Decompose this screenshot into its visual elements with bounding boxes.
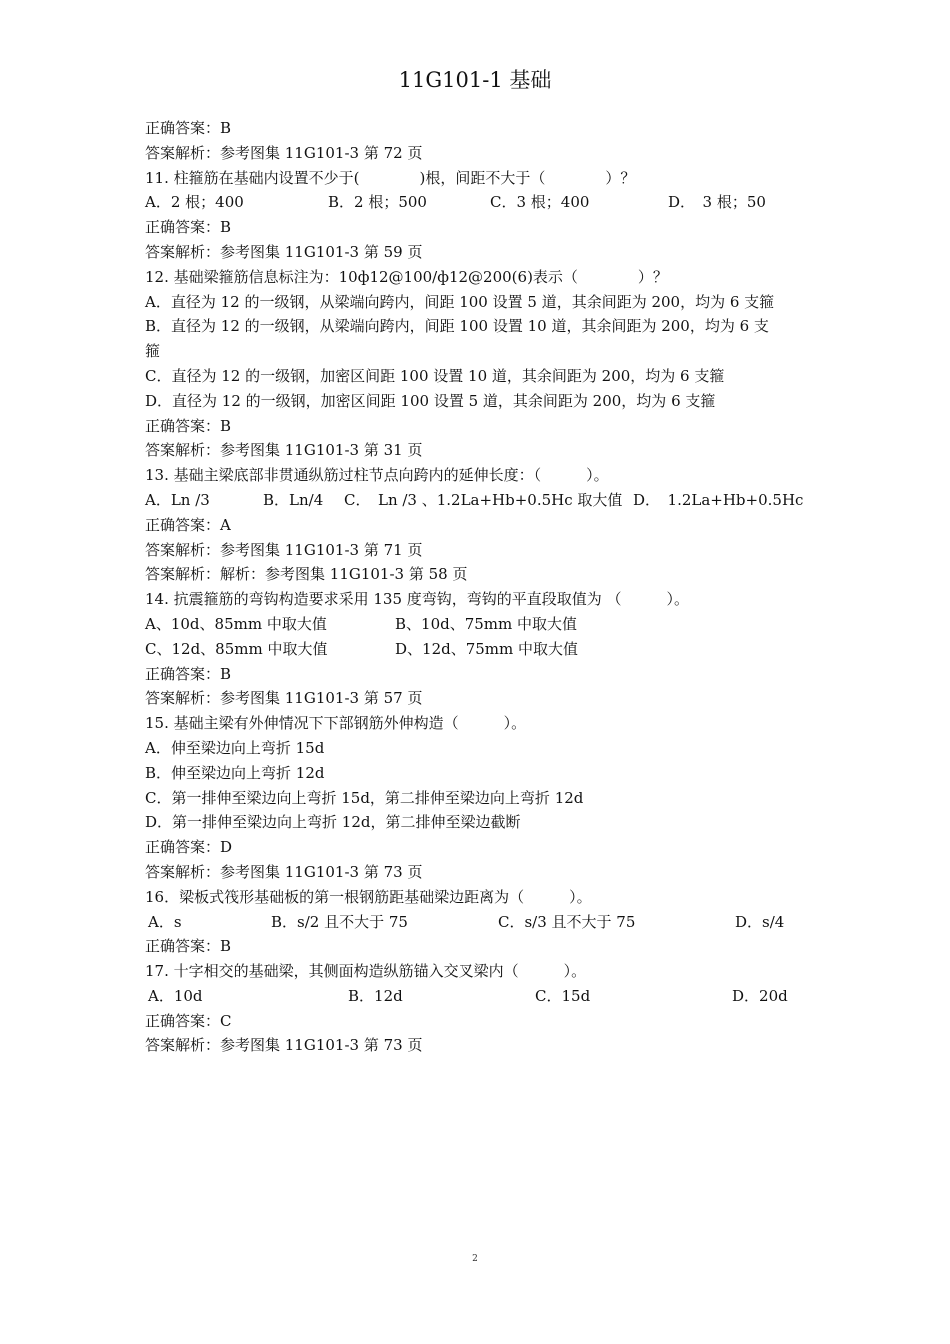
- options-q16: [145, 910, 835, 935]
- explanation-line: 答案解析：参考图集 11G101-3 第 57 页: [145, 689, 423, 708]
- option-a: A．伸至梁边向上弯折 15d: [145, 738, 325, 757]
- option-a: A．Ln /3: [145, 490, 210, 509]
- page-number: 2: [472, 1254, 478, 1264]
- option-d: D． 3 根；50: [668, 193, 766, 212]
- option-d: D．第一排伸至梁边向上弯折 12d，第二排伸至梁边截断: [145, 813, 521, 832]
- option-b: B．12d: [348, 986, 403, 1005]
- explanation-line: 答案解析：参考图集 11G101-3 第 31 页: [145, 441, 423, 460]
- option-b: B．Ln/4: [263, 490, 324, 509]
- option-b: B．伸至梁边向上弯折 12d: [145, 763, 325, 782]
- options-q11: [145, 190, 835, 215]
- option-a: A．直径为 12 的一级钢，从梁端向跨内，间距 100 设置 5 道，其余间距为 200，均为 6 支箍: [145, 292, 775, 311]
- explanation-line: 答案解析：解析：参考图集 11G101-3 第 58 页: [145, 565, 468, 584]
- option-c: C．3 根；400: [490, 193, 590, 212]
- answer-line: 正确答案：B: [145, 218, 232, 237]
- explanation-line: 答案解析：参考图集 11G101-3 第 73 页: [145, 862, 423, 881]
- question-17: 17. 十字相交的基础梁，其侧面构造纵筋锚入交叉梁内（ ）。: [145, 962, 587, 981]
- answer-line: 正确答案：A: [145, 515, 231, 534]
- answer-line: 正确答案：B: [145, 937, 232, 956]
- option-c: C．s/3 且不大于 75: [498, 912, 636, 931]
- answer-line: 正确答案：B: [145, 119, 232, 137]
- option-a: A．10d: [148, 986, 203, 1005]
- option-c: C、12d、85mm 中取大值: [145, 639, 328, 658]
- option-d: D．直径为 12 的一级钢，加密区间距 100 设置 5 道，其余间距为 200，均为 6 支箍: [145, 391, 716, 410]
- explanation-line: 答案解析：参考图集 11G101-3 第 59 页: [145, 242, 423, 261]
- options-q17: [145, 984, 835, 1009]
- option-b: B．2 根；500: [328, 193, 427, 212]
- explanation-line: 答案解析：参考图集 11G101-3 第 72 页: [145, 143, 423, 162]
- question-list: [145, 116, 835, 1058]
- option-a: A．s: [148, 912, 182, 931]
- option-d: D．20d: [732, 986, 788, 1005]
- options-q13: [145, 488, 835, 513]
- answer-line: 正确答案：D: [145, 838, 233, 857]
- option-b: B、10d、75mm 中取大值: [395, 614, 578, 633]
- explanation-line: 答案解析：参考图集 11G101-3 第 73 页: [145, 1036, 423, 1055]
- page-title: 11G101-1 基础: [398, 68, 552, 92]
- option-a: A．2 根；400: [145, 193, 244, 212]
- question-14: 14. 抗震箍筋的弯钩构造要求采用 135 度弯钩，弯钩的平直段取值为 （ ）。: [145, 590, 690, 609]
- option-c: C．第一排伸至梁边向上弯折 15d，第二排伸至梁边向上弯折 12d: [145, 788, 584, 807]
- answer-line: 正确答案：C: [145, 1011, 232, 1030]
- option-a: A、10d、85mm 中取大值: [145, 614, 327, 633]
- options-q14-row2: [145, 637, 835, 662]
- option-b: B．直径为 12 的一级钢，从梁端向跨内，间距 100 设置 10 道，其余间距为 200，均为 6 支: [145, 317, 769, 336]
- question-11: 11. 柱箍筋在基础内设置不少于( )根，间距不大于（ ）？: [145, 168, 636, 187]
- question-15: 15. 基础主梁有外伸情况下下部钢筋外伸构造（ ）。: [145, 714, 527, 733]
- options-q14-row1: [145, 612, 835, 637]
- option-c: C．15d: [535, 986, 591, 1005]
- answer-line: 正确答案：B: [145, 664, 232, 683]
- option-d: D． 1.2La+Hb+0.5Hc: [633, 490, 804, 509]
- question-12: 12. 基础梁箍筋信息标注为：10ф12@100/ф12@200(6)表示（ ）？: [145, 267, 668, 286]
- option-b-continued: 箍: [145, 342, 161, 361]
- option-d: D、12d、75mm 中取大值: [395, 639, 579, 658]
- answer-line: 正确答案：B: [145, 416, 232, 435]
- question-13: 13. 基础主梁底部非贯通纵筋过柱节点向跨内的延伸长度：（ ）。: [145, 466, 609, 485]
- option-c: C． Ln /3 、1.2La+Hb+0.5Hc 取大值: [344, 490, 623, 509]
- explanation-line: 答案解析：参考图集 11G101-3 第 71 页: [145, 540, 423, 559]
- option-d: D．s/4: [735, 912, 785, 931]
- question-16: 16．梁板式筏形基础板的第一根钢筋距基础梁边距离为（ ）。: [145, 887, 592, 906]
- option-c: C．直径为 12 的一级钢，加密区间距 100 设置 10 道，其余间距为 200，均为 6 支箍: [145, 366, 725, 385]
- option-b: B．s/2 且不大于 75: [271, 912, 408, 931]
